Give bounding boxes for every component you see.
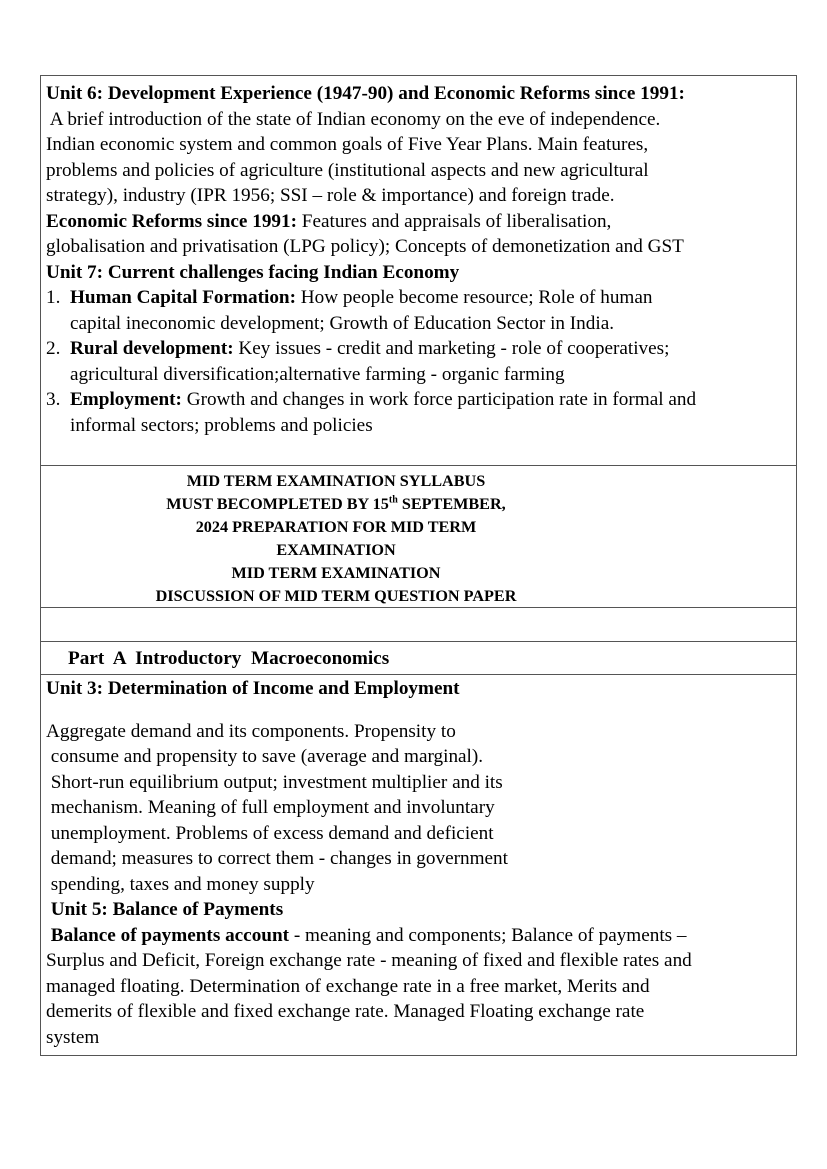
unit3-line: Short-run equilibrium output; investment multiplier and its bbox=[46, 771, 503, 793]
unit5-line: managed floating. Determination of exchange rate in a free market, Merits and bbox=[46, 975, 650, 997]
reforms-line: globalisation and privatisation (LPG policy); Concepts of demonetization and GST bbox=[46, 236, 684, 257]
reforms-text: Features and appraisals of liberalisation, bbox=[296, 210, 612, 232]
spacer bbox=[46, 702, 796, 719]
unit5-first-line bbox=[46, 923, 796, 949]
syllabus-table bbox=[40, 75, 797, 1056]
list-number: 3. bbox=[46, 389, 61, 410]
unit6-reforms bbox=[46, 209, 796, 235]
list-item-text: How people become resource; Role of human bbox=[296, 287, 653, 308]
unit3-line: consume and propensity to save (average and marginal). bbox=[46, 746, 484, 767]
midterm-block bbox=[41, 470, 631, 608]
unit5-line: system bbox=[46, 1026, 100, 1048]
row-unit6-unit7 bbox=[41, 76, 796, 465]
unit6-line: Indian economic system and common goals of Five Year Plans. Main features, bbox=[46, 134, 649, 155]
unit3-line: Aggregate demand and its components. Propensity to bbox=[46, 720, 456, 742]
list-item-line2: capital ineconomic development; Growth of Education Sector in India. bbox=[70, 312, 615, 334]
unit3-line: spending, taxes and money supply bbox=[46, 873, 315, 895]
list-item-line2: agricultural diversification;alternative farming - organic farming bbox=[70, 363, 565, 385]
unit5-line: Surplus and Deficit, Foreign exchange rate - meaning of fixed and flexible rates and bbox=[46, 950, 692, 971]
unit5-heading: Unit 5: Balance of Payments bbox=[46, 899, 284, 920]
midterm-sup: th bbox=[388, 494, 398, 506]
midterm-text: MUST BECOMPLETED BY 15 bbox=[166, 495, 389, 513]
list-item-label: Rural development: bbox=[70, 338, 234, 359]
unit7-heading: Unit 7: Current challenges facing Indian Economy bbox=[46, 261, 460, 283]
unit3-line: unemployment. Problems of excess demand and deficient bbox=[46, 822, 494, 844]
midterm-line bbox=[41, 493, 631, 516]
list-item-line1 bbox=[70, 285, 796, 311]
midterm-text: SEPTEMBER, bbox=[397, 495, 506, 513]
midterm-line: MID TERM EXAMINATION SYLLABUS bbox=[186, 472, 486, 490]
row-midterm bbox=[41, 465, 796, 607]
midterm-line: EXAMINATION bbox=[276, 541, 396, 559]
unit7-list bbox=[46, 285, 796, 438]
unit5-line: demerits of flexible and fixed exchange rate. Managed Floating exchange rate bbox=[46, 1001, 645, 1022]
list-item-line1 bbox=[70, 387, 796, 413]
list-item bbox=[46, 285, 796, 336]
unit5-label: Balance of payments account bbox=[46, 924, 290, 946]
unit3-line: mechanism. Meaning of full employment and involuntary bbox=[46, 797, 495, 818]
row-empty bbox=[41, 607, 796, 641]
list-item-line1 bbox=[70, 336, 796, 362]
row-unit3-unit5 bbox=[41, 674, 796, 1055]
list-item-text: Key issues - credit and marketing - role of cooperatives; bbox=[233, 338, 670, 359]
list-item-text: Growth and changes in work force participation rate in formal and bbox=[181, 389, 697, 410]
unit3-line: demand; measures to correct them - changes in government bbox=[46, 848, 508, 869]
list-item-label: Human Capital Formation: bbox=[70, 287, 296, 308]
row-part-a bbox=[41, 641, 796, 674]
list-number: 2. bbox=[46, 338, 61, 359]
midterm-line: 2024 PREPARATION FOR MID TERM bbox=[195, 518, 477, 536]
list-item bbox=[46, 336, 796, 387]
unit6-line: strategy), industry (IPR 1956; SSI – role & importance) and foreign trade. bbox=[46, 185, 615, 206]
unit3-heading: Unit 3: Determination of Income and Employment bbox=[46, 678, 460, 699]
unit6-heading: Unit 6: Development Experience (1947-90) and Economic Reforms since 1991: bbox=[46, 83, 685, 104]
list-number: 1. bbox=[46, 287, 61, 308]
unit6-line: A brief introduction of the state of Indian economy on the eve of independence. bbox=[46, 108, 661, 130]
unit6-line: problems and policies of agriculture (institutional aspects and new agricultural bbox=[46, 159, 649, 181]
midterm-line: MID TERM EXAMINATION bbox=[231, 564, 441, 582]
reforms-label: Economic Reforms since 1991: bbox=[46, 210, 297, 232]
list-item-line2: informal sectors; problems and policies bbox=[70, 414, 373, 436]
list-item bbox=[46, 387, 796, 438]
midterm-line: DISCUSSION OF MID TERM QUESTION PAPER bbox=[155, 587, 517, 605]
part-a-title: Part A Introductory Macroeconomics bbox=[68, 648, 390, 669]
unit5-text: - meaning and components; Balance of payments – bbox=[289, 924, 687, 946]
list-item-label: Employment: bbox=[70, 389, 182, 410]
